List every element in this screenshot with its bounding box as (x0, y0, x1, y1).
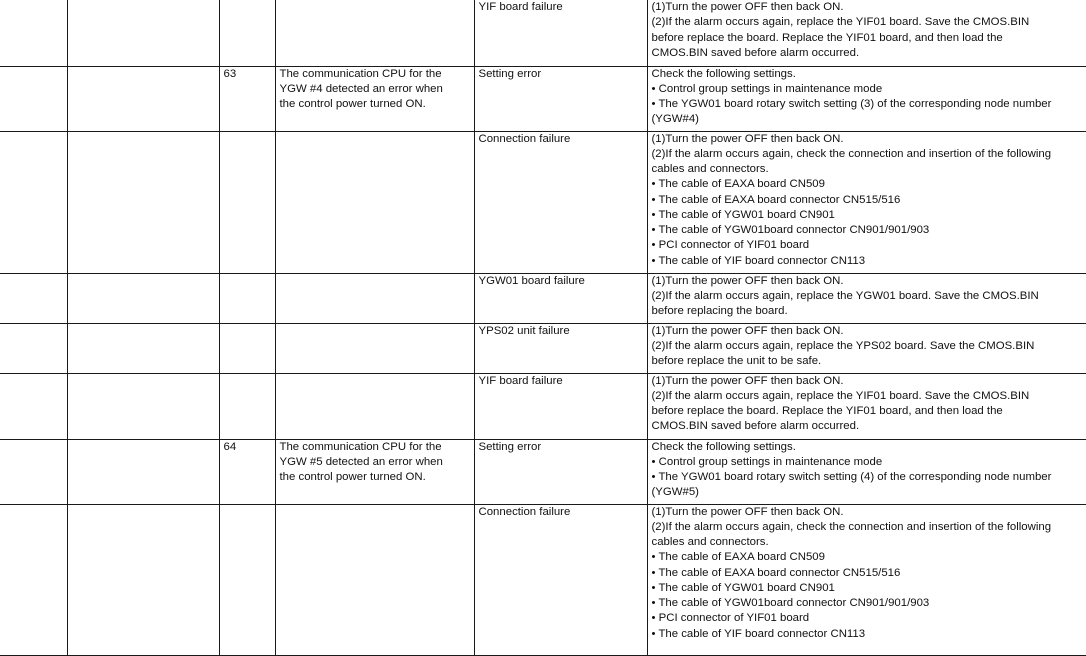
remedy-line: • The cable of YIF board connector CN113 (651, 254, 866, 267)
cause-cell (474, 439, 647, 504)
cause-cell (474, 66, 647, 131)
subgroup-cell (67, 0, 219, 66)
table-row (0, 131, 1086, 273)
remedy-line: • The cable of YGW01 board CN901 (651, 581, 835, 594)
remedy-line: (2)If the alarm occurs again, replace the YGW01 board. Save the CMOS.BIN (651, 289, 1039, 302)
remedy-line: (YGW#5) (651, 486, 699, 499)
cause-line: YPS02 unit failure (478, 324, 570, 337)
remedy-line: CMOS.BIN saved before alarm occurred. (651, 420, 860, 433)
remedy-line: • The cable of YIF board connector CN113 (651, 627, 866, 640)
remedy-line: cables and connectors. (651, 163, 769, 175)
alarm-code-cell (219, 273, 275, 323)
remedy-line: (1)Turn the power OFF then back ON. (651, 505, 844, 518)
remedy-line: (1)Turn the power OFF then back ON. (651, 274, 844, 287)
description-cell (275, 439, 474, 504)
remedy-line: • The cable of YGW01 board CN901 (651, 208, 835, 221)
group-cell (0, 131, 67, 273)
cause-cell (474, 273, 647, 323)
remedy-line: • The cable of EAXA board connector CN515/516 (651, 193, 901, 206)
cause-line: Connection failure (478, 132, 571, 145)
cause-line: Setting error (478, 440, 542, 453)
cause-cell (474, 504, 647, 655)
table-row (0, 273, 1086, 323)
alarm-code-cell (219, 504, 275, 655)
description-line: YGW #5 detected an error when (279, 455, 443, 468)
group-cell (0, 504, 67, 655)
alarm-code-cell (219, 66, 275, 131)
remedy-line: • The cable of EAXA board CN509 (651, 551, 825, 564)
alarm-code-cell (219, 131, 275, 273)
remedy-line: • PCI connector of YIF01 board (651, 612, 810, 625)
alarm-code-line: 63 (223, 67, 237, 80)
group-cell (0, 0, 67, 66)
remedy-cell (647, 273, 1086, 323)
description-cell (275, 323, 474, 373)
group-cell (0, 439, 67, 504)
group-cell (0, 273, 67, 323)
remedy-cell (647, 131, 1086, 273)
cause-cell (474, 0, 647, 66)
alarm-code-cell (219, 0, 275, 66)
remedy-cell (647, 439, 1086, 504)
alarm-code-cell (219, 323, 275, 373)
remedy-line: Check the following settings. (651, 440, 796, 453)
remedy-line: • Control group settings in maintenance mode (651, 455, 883, 468)
remedy-cell (647, 66, 1086, 131)
remedy-line: • The cable of YGW01board connector CN901/901/903 (651, 597, 930, 609)
table-row (0, 504, 1086, 655)
remedy-line: (YGW#4) (651, 113, 699, 126)
description-line: The communication CPU for the (279, 440, 442, 453)
cause-line: YIF board failure (478, 1, 563, 13)
remedy-line: (1)Turn the power OFF then back ON. (651, 324, 844, 337)
cause-line: Connection failure (478, 505, 571, 518)
remedy-line: before replacing the board. (651, 305, 788, 317)
subgroup-cell (67, 439, 219, 504)
group-cell (0, 323, 67, 373)
description-line: The communication CPU for the (279, 67, 442, 80)
table-row (0, 439, 1086, 504)
remedy-cell (647, 323, 1086, 373)
subgroup-cell (67, 323, 219, 373)
remedy-line: (2)If the alarm occurs again, replace the YIF01 board. Save the CMOS.BIN (651, 389, 1030, 402)
alarm-code-line: 64 (223, 440, 237, 453)
remedy-line: • The cable of YGW01board connector CN901/901/903 (651, 224, 930, 236)
remedy-cell (647, 504, 1086, 655)
description-cell (275, 373, 474, 439)
subgroup-cell (67, 66, 219, 131)
alarm-code-cell (219, 439, 275, 504)
remedy-line: (1)Turn the power OFF then back ON. (651, 374, 844, 387)
remedy-line: • PCI connector of YIF01 board (651, 239, 810, 252)
description-cell (275, 504, 474, 655)
description-cell (275, 0, 474, 66)
remedy-line: • Control group settings in maintenance mode (651, 82, 883, 95)
table-row (0, 66, 1086, 131)
remedy-line: (2)If the alarm occurs again, check the connection and insertion of the following (651, 147, 1052, 160)
remedy-line: • The YGW01 board rotary switch setting (4) of the corresponding node number (651, 471, 1052, 483)
cause-cell (474, 323, 647, 373)
remedy-line: Check the following settings. (651, 67, 796, 80)
remedy-line: before replace the unit to be safe. (651, 355, 822, 367)
remedy-line: • The YGW01 board rotary switch setting (3) of the corresponding node number (651, 98, 1052, 110)
cause-cell (474, 131, 647, 273)
remedy-line: before replace the board. Replace the YIF01 board, and then load the (651, 31, 1003, 44)
subgroup-cell (67, 131, 219, 273)
alarm-code-cell (219, 373, 275, 439)
subgroup-cell (67, 273, 219, 323)
table-row (0, 373, 1086, 439)
remedy-line: (2)If the alarm occurs again, replace the YPS02 board. Save the CMOS.BIN (651, 339, 1035, 352)
cause-line: YGW01 board failure (478, 274, 585, 287)
description-line: the control power turned ON. (279, 98, 426, 110)
remedy-line: CMOS.BIN saved before alarm occurred. (651, 46, 860, 59)
cause-line: YIF board failure (478, 374, 563, 387)
remedy-line: (2)If the alarm occurs again, replace the YIF01 board. Save the CMOS.BIN (651, 16, 1030, 29)
description-cell (275, 273, 474, 323)
cause-line: Setting error (478, 67, 542, 80)
remedy-line: • The cable of EAXA board connector CN515/516 (651, 566, 901, 579)
cause-cell (474, 373, 647, 439)
description-line: the control power turned ON. (279, 471, 426, 483)
subgroup-cell (67, 373, 219, 439)
description-line: YGW #4 detected an error when (279, 82, 443, 95)
remedy-line: (1)Turn the power OFF then back ON. (651, 132, 844, 145)
remedy-cell (647, 0, 1086, 66)
remedy-line: cables and connectors. (651, 536, 769, 548)
description-cell (275, 131, 474, 273)
table-row (0, 0, 1086, 66)
remedy-line: (1)Turn the power OFF then back ON. (651, 1, 844, 13)
group-cell (0, 66, 67, 131)
remedy-cell (647, 373, 1086, 439)
description-cell (275, 66, 474, 131)
remedy-line: before replace the board. Replace the YIF01 board, and then load the (651, 405, 1003, 417)
remedy-line: • The cable of EAXA board CN509 (651, 178, 825, 191)
remedy-line: (2)If the alarm occurs again, check the connection and insertion of the following (651, 520, 1052, 533)
group-cell (0, 373, 67, 439)
subgroup-cell (67, 504, 219, 655)
table-row (0, 323, 1086, 373)
